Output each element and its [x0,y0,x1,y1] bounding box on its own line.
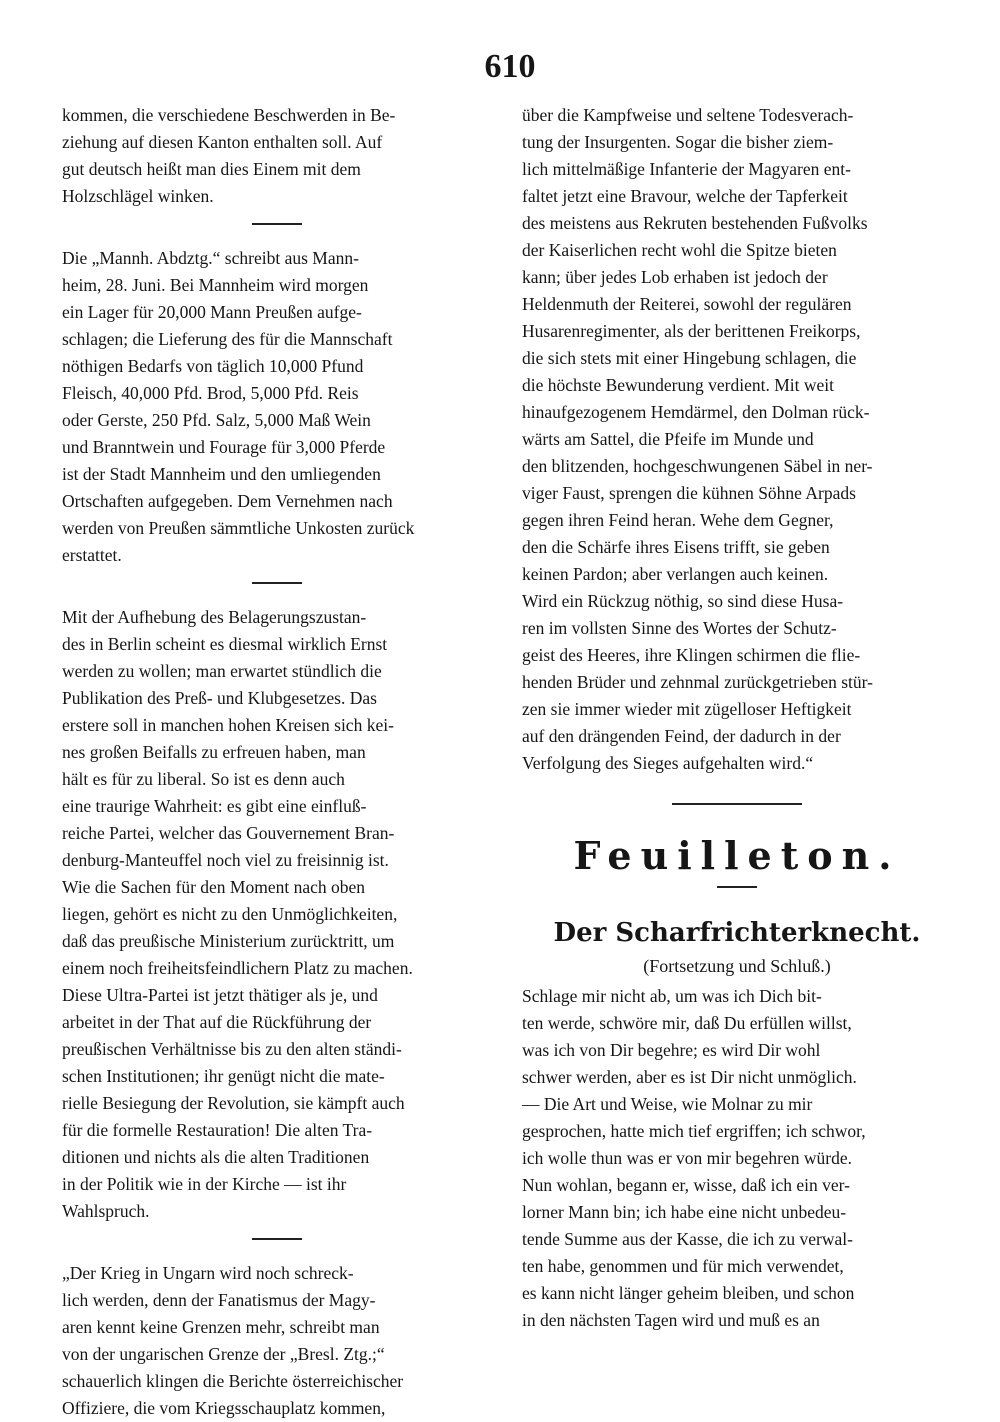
heading-separator [717,886,757,888]
article-paragraph-hungary: „Der Krieg in Ungarn wird noch schreck- lich werden, denn der Fanatismus der Magy- aren kennt keine Grenzen mehr, schreibt man von der ungarischen Grenze der „Bresl. Ztg.;“ schauerlich klingen die Berichte österreichischer Offiziere, die vom Kriegsschauplatz kommen, [62,1263,404,1418]
article-paragraph-canton: kommen, die verschiedene Beschwerden in Be- ziehung auf diesen Kanton enthalten soll. Auf gut deutsch heißt man dies Einem mit dem Holzschlägel winken. [62,105,396,206]
article-paragraph-mannheim: Die „Mannh. Abdztg.“ schreibt aus Mann- heim, 28. Juni. Bei Mannheim wird morgen ein Lager für 20,000 Mann Preußen aufge- schlagen; die Lieferung des für die Mannschaft nöthigen Bedarfs von täglich 10,000 Pfund Fleisch, 40,000 Pfd. Brod, 5,000 Pfd. Reis oder Gerste, 250 Pfd. Salz, 5,000 Maß Wein und Branntwein und Fourage für 3,000 Pferde ist der Stadt Mannheim und den umliegenden Ortschaften aufgegeben. Dem Vernehmen nach werden von Preußen sämmtliche Unkosten zurück erstattet. [62,248,415,565]
article-paragraph-hungary-continued: über die Kampfweise und seltene Todesverach- tung der Insurgenten. Sogar die bisher ziem- lich mittelmäßige Infanterie der Magyaren ent- faltet jetzt eine Bravour, welche der Tapferkeit des meistens aus Rekruten bestehenden Fußvolks der Kaiserlichen recht wohl die Spitze bieten kann; über jedes Lob erhaben ist jedoch der Heldenmuth der Reiterei, sowohl der regulären Husarenregimenter, als der berittenen Freikorps, die sich stets mit einer Hingebung schlagen, die die höchste Bewunderung verdient. Mit weit hinaufgezogenem Hemdärmel, den Dolman rück- wärts am Sattel, die Pfeife im Munde und den blitzenden, hochgeschwungenen Säbel in ner- viger Faust, sprengen die kühnen Söhne Arpads gegen ihren Feind heran. Wehe dem Gegner, den die Schärfe ihres Eisens trifft, sie geben keinen Pardon; aber verlangen auch keinen. Wird ein Rückzug nöthig, so sind diese Husa- ren im vollsten Sinne des Wortes der Schutz- geist des Heeres, ihre Klingen schirmen die flie- henden Brüder und zehnmal zurückgetrieben stür- zen sie immer wieder mit zügelloser Heftigkeit auf den drängenden Feind, der dadurch in der Verfolgung des Sieges aufgehalten wird.“ [522,105,873,773]
story-title: Der Scharfrichterknecht. [553,918,921,948]
article-paragraph-berlin: Mit der Aufhebung des Belagerungszustan- des in Berlin scheint es diesmal wirklich Ernst werden zu wollen; man erwartet stündlich die Publikation des Preß- und Klubgesetzes. Das erstere soll in manchen hohen Kreisen sich kei- nes großen Beifalls zu erfreuen haben, man hält es für zu liberal. So ist es denn auch eine traurige Wahrheit: es gibt eine einfluß- reiche Partei, welcher das Gouvernement Bran- denburg-Manteuffel noch viel zu freisinnig ist. Wie die Sachen für den Moment nach oben liegen, gehört es nicht zu den Unmöglichkeiten, daß das preußische Ministerium zurücktritt, um einem noch freiheitsfeindlichern Platz zu machen. Diese Ultra-Partei ist jetzt thätiger als je, und arbeitet in der That auf die Rückführung der preußischen Verhältnisse bis zu den alten ständi- schen Institutionen; ihr genügt nicht die mate- rielle Besiegung der Revolution, sie kämpft auch für die formelle Restauration! Die alten Tra- ditionen und nichts als die alten Traditionen in der Politik wie in der Kirche — ist ihr Wahlspruch. [62,607,413,1221]
section-separator [672,803,802,805]
right-column [522,102,952,1334]
article-separator [252,223,302,225]
article-separator [252,582,302,584]
feuilleton-heading: Feuilleton. [573,833,901,878]
story-subtitle: (Fortsetzung und Schluß.) [643,956,831,976]
story-paragraph: Schlage mir nicht ab, um was ich Dich bit- ten werde, schwöre mir, daß Du erfüllen willst, was ich von Dir begehre; es wird Dir wohl schwer werden, aber es ist Dir nicht unmöglich. — Die Art und Weise, wie Molnar zu mir gesprochen, hatte mich tief ergriffen; ich schwor, ich wolle thun was er von mir begehren würde. Nun wohlan, begann er, wisse, daß ich ein ver- lorner Mann bin; ich habe eine nicht unbedeu- tende Summe aus der Kasse, die ich zu verwal- ten habe, genommen und für mich verwendet, es kann nicht länger geheim bleiben, und schon in den nächsten Tagen wird und muß es an [522,986,866,1330]
article-separator [252,1238,302,1240]
page-number: 610 [484,48,536,85]
left-column [62,102,492,1422]
